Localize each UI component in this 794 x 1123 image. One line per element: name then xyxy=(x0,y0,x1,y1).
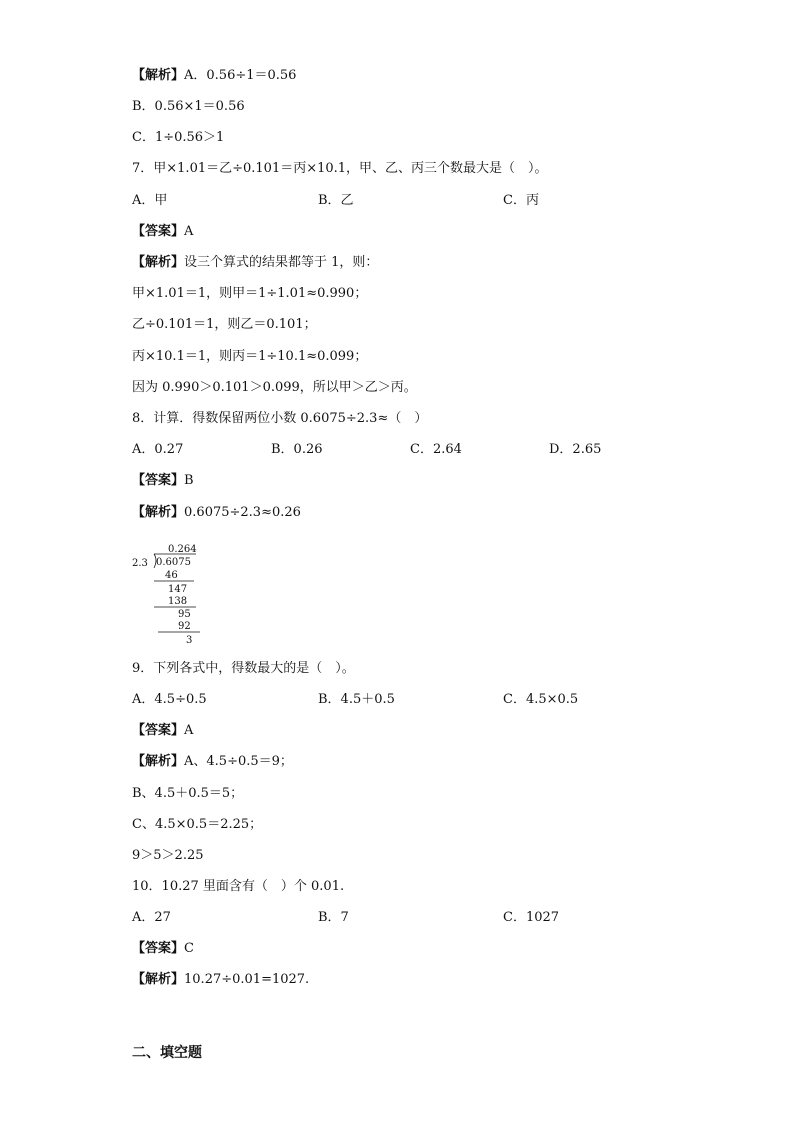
section-title: 二、填空题 xyxy=(132,1045,202,1061)
question-9: 9．下列各式中，得数最大的是（ ）。 xyxy=(132,661,355,676)
q9-option-b: B．4.5＋0.5 xyxy=(318,692,395,707)
q10-option-a: A．27 xyxy=(132,910,171,925)
division-step: 92 xyxy=(178,621,191,632)
question-7: 7．甲×1.01＝乙÷0.101＝丙×10.1，甲、乙、丙三个数最大是（ ）。 xyxy=(132,161,548,176)
analysis-line: C、4.5×0.5＝2.25； xyxy=(132,817,263,832)
analysis-line: 【解析】A．0.56÷1＝0.56 xyxy=(132,68,297,83)
answer-line: 【答案】A xyxy=(132,723,194,738)
q7-option-b: B．乙 xyxy=(318,193,354,208)
analysis-line: 因为 0.990＞0.101＞0.099，所以甲＞乙＞丙。 xyxy=(132,380,417,395)
q9-option-c: C．4.5×0.5 xyxy=(503,692,579,707)
division-quotient: 0.264 xyxy=(168,544,197,555)
q10-option-b: B．7 xyxy=(318,910,349,925)
q8-option-a: A．0.27 xyxy=(132,442,184,457)
analysis-line: 丙×10.1＝1，则丙＝1÷10.1≈0.099； xyxy=(132,349,368,364)
q10-option-c: C．1027 xyxy=(503,910,560,925)
q9-option-a: A．4.5÷0.5 xyxy=(132,692,207,707)
analysis-line: 乙÷0.101＝1，则乙＝0.101； xyxy=(132,317,317,332)
analysis-line: 【解析】10.27÷0.01=1027. xyxy=(132,972,310,987)
division-divisor: 2.3 xyxy=(132,558,148,569)
division-step: 95 xyxy=(178,609,191,620)
analysis-line: 【解析】0.6075÷2.3≈0.26 xyxy=(132,505,301,520)
analysis-line: C．1÷0.56＞1 xyxy=(132,130,225,145)
q8-option-c: C．2.64 xyxy=(410,442,462,457)
q7-option-c: C．丙 xyxy=(503,193,539,208)
analysis-line: 甲×1.01＝1，则甲＝1÷1.01≈0.990； xyxy=(132,286,368,301)
question-10: 10．10.27 里面含有（ ）个 0.01. xyxy=(132,879,345,894)
division-step: 147 xyxy=(168,584,188,595)
division-step: 46 xyxy=(165,570,178,581)
analysis-line: B、4.5＋0.5＝5； xyxy=(132,786,244,801)
analysis-line: 9＞5＞2.25 xyxy=(132,848,204,863)
question-8: 8．计算．得数保留两位小数 0.6075÷2.3≈（ ） xyxy=(132,411,428,426)
analysis-line: 【解析】A、4.5÷0.5＝9； xyxy=(132,754,293,769)
long-division-figure xyxy=(132,540,212,648)
q8-option-d: D．2.65 xyxy=(549,442,602,457)
answer-line: 【答案】A xyxy=(132,224,194,239)
division-step: 138 xyxy=(168,596,188,607)
q8-option-b: B．0.26 xyxy=(271,442,323,457)
division-remainder: 3 xyxy=(186,635,193,646)
division-dividend: 0.6075 xyxy=(156,557,191,568)
q7-option-a: A．甲 xyxy=(132,193,168,208)
analysis-line: B．0.56×1＝0.56 xyxy=(132,99,245,114)
analysis-line: 【解析】设三个算式的结果都等于 1，则： xyxy=(132,255,379,270)
answer-line: 【答案】C xyxy=(132,941,194,956)
answer-line: 【答案】B xyxy=(132,473,194,488)
